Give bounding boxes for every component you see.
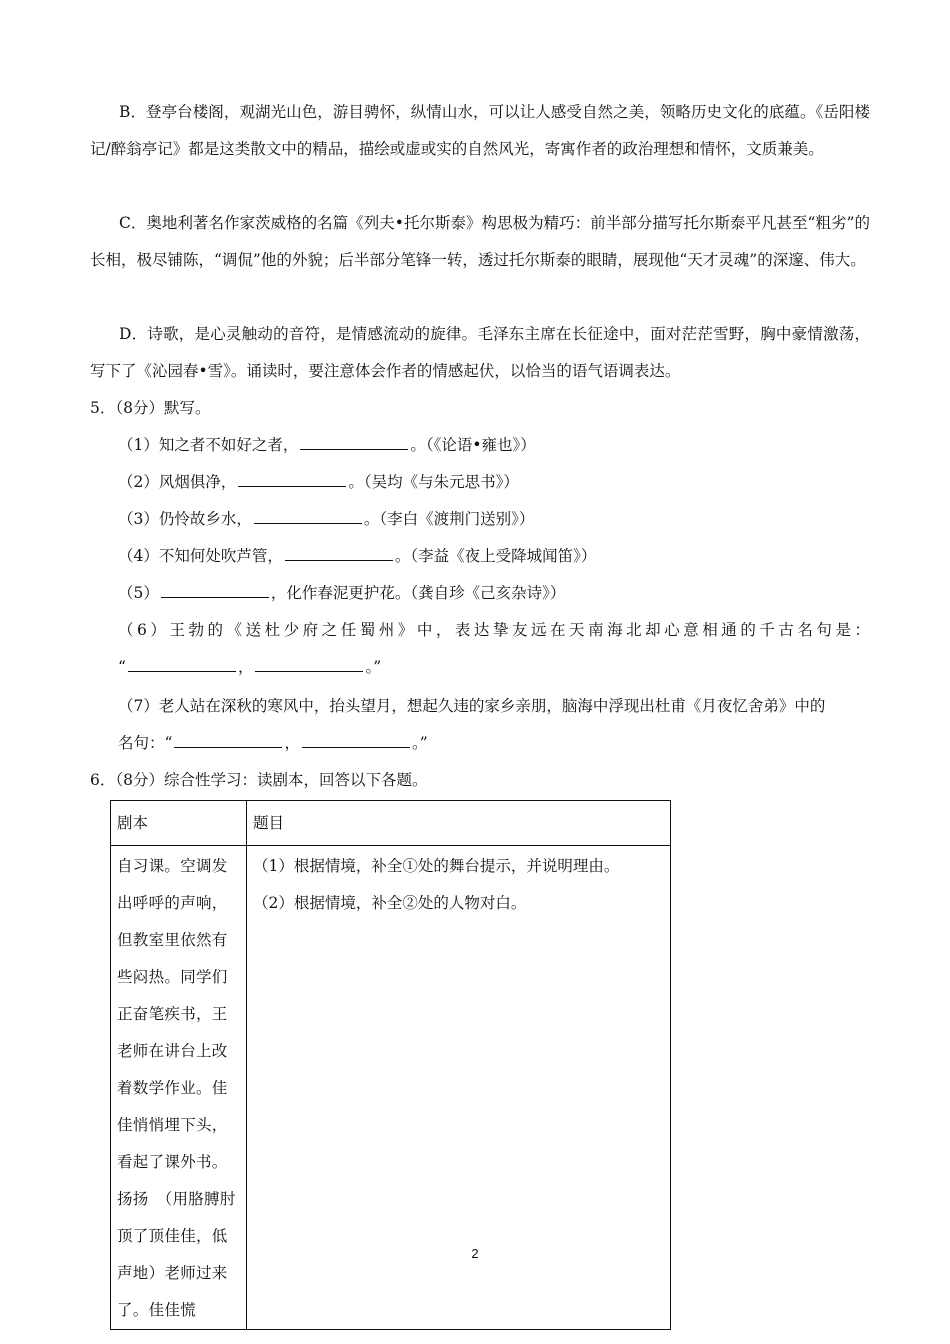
- answer-blank[interactable]: [238, 468, 346, 487]
- option-c: C．奥地利著名作家茨威格的名篇《列夫•托尔斯泰》构思极为精巧：前半部分描写托尔斯泰平凡甚至“粗劣”的长相，极尽铺陈，“调侃”他的外貌；后半部分笔锋一转，透过托尔斯泰的眼睛，展现他“天才灵魂”的深邃、伟大。: [90, 214, 870, 269]
- answer-blank[interactable]: [174, 729, 282, 748]
- page-number: 2: [471, 1246, 479, 1261]
- q5-item-6-line2: “ ， 。”: [118, 649, 381, 686]
- header-script: 剧本: [111, 801, 247, 846]
- answer-blank[interactable]: [302, 729, 410, 748]
- q5-item-7-line1: （7）老人站在深秋的寒风中，抬头望月，想起久违的家乡亲朋，脑海中浮现出杜甫《月夜忆舍弟》中的: [118, 697, 826, 715]
- q5-item-1: （1）知之者不如好之者， 。（《论语•雍也》）: [118, 427, 536, 464]
- script-text: 自习课。空调发出呼呼的声响，但教室里依然有些闷热。同学们正奋笔疾书，王老师在讲台上改着数学作业。佳佳悄悄埋下头，看起了课外书。扬扬 （用胳膊肘顶了顶佳佳，低声地）老师过来了。佳佳慌: [117, 857, 236, 1319]
- question-2: （2）根据情境，补全②处的人物对白。: [253, 894, 527, 912]
- q5-title: 5．（8分）默写。: [90, 399, 211, 417]
- q5-item-5: （5） ，化作春泥更护花。（龚自珍《己亥杂诗》）: [118, 575, 565, 612]
- header-questions: 题目: [247, 801, 671, 846]
- table-header-row: [111, 801, 671, 846]
- q5-item-6-line1: （6）王勃的《送杜少府之任蜀州》中，表达挚友远在天南海北却心意相通的千古名句是：: [118, 621, 870, 639]
- answer-blank[interactable]: [285, 542, 393, 561]
- answer-blank[interactable]: [128, 653, 236, 672]
- q5-item-7-line2: 名句：“ ， 。”: [118, 725, 428, 762]
- q6-title: 6．（8分）综合性学习：读剧本，回答以下各题。: [90, 771, 428, 789]
- answer-blank[interactable]: [254, 505, 362, 524]
- answer-blank[interactable]: [255, 653, 363, 672]
- answer-blank[interactable]: [300, 431, 408, 450]
- q5-item-3: （3）仍怜故乡水， 。（李白《渡荆门送别》）: [118, 501, 534, 538]
- q5-item-2: （2）风烟俱净， 。（吴均《与朱元思书》）: [118, 464, 519, 501]
- question-1: （1）根据情境，补全①处的舞台提示，并说明理由。: [253, 857, 620, 875]
- answer-blank[interactable]: [161, 579, 269, 598]
- q5-item-4: （4）不知何处吹芦管， 。（李益《夜上受降城闻笛》）: [118, 538, 596, 575]
- option-d: D．诗歌，是心灵触动的音符，是情感流动的旋律。毛泽东主席在长征途中，面对茫茫雪野，胸中豪情激荡，写下了《沁园春•雪》。诵读时，要注意体会作者的情感起伏，以恰当的语气语调表达。: [90, 325, 870, 380]
- option-b: B．登亭台楼阁，观湖光山色，游目骋怀，纵情山水，可以让人感受自然之美，领略历史文化的底蕴。《岳阳楼记/醉翁亭记》都是这类散文中的精品，描绘或虚或实的自然风光，寄寓作者的政治理想和情怀，文质兼美。: [90, 103, 870, 158]
